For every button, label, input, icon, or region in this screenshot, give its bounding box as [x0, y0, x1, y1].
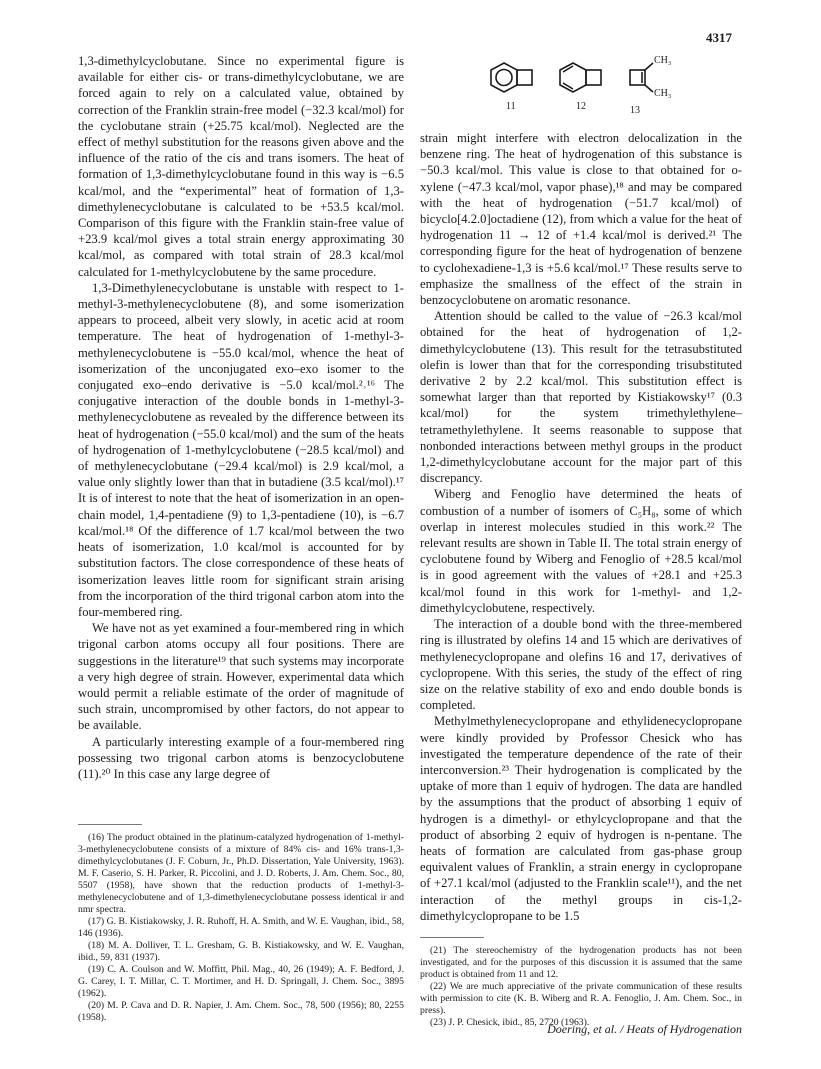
- footnote-18: (18) M. A. Dolliver, T. L. Gresham, G. B. Kistiakowsky, and W. E. Vaughan, ibid., 59, 831 (1937).: [78, 940, 404, 963]
- footnote-divider-left: [78, 824, 142, 825]
- footnote-21: (21) The stereochemistry of the hydrogenation products has not been investigated, and for the purposes of this discussion it is assumed that the same product is obtained from 11 and 12.: [420, 945, 742, 980]
- methyl-label-top: CH₃: [654, 55, 672, 66]
- body-paragraph: 1,3-dimethylcyclobutane. Since no experimental figure is available for either cis- or trans-dimethylcyclobutane, we are forced again to rely on a calculated value, obtained by correction of the Franklin strain-free model (−32.3 kcal/mol) for the cyclobutane strain (+25.75 kcal/mol). Neglected are the effect of methyl substitution for the reasons given above and the influence of the ratio of the cis and trans isomers. The heat of formation of 1,3-dimethylcyclobutane found in this way is −6.5 kcal/mol, and the “experimental” heat of formation of 1,3-dimethylenecyclobutane is calculated to be +53.5 kcal/mol. Comparison of this figure with the Franklin stain-free value of +23.9 kcal/mol gives a total strain energy approximating 30 kcal/mol, as compared with total strain of 28.3 kcal/mol calculated for 1-methylcyclobutene by the same procedure.: [78, 54, 404, 279]
- footnotes-right: [420, 945, 742, 1029]
- left-body-column: [78, 53, 404, 782]
- running-footer: Doering, et al. / Heats of Hydrogenation: [547, 1022, 742, 1036]
- body-paragraph: The interaction of a double bond with the three-membered ring is illustrated by olefins 14 and 15 which are derivatives of methylenecyclopropane and olefins 16 and 17, derivatives of cyclopropene. With this series, the study of the effect of ring size on the relative stability of exo and endo double bonds is completed.: [420, 617, 742, 713]
- body-paragraph: Methylmethylenecyclopropane and ethylidenecyclopropane were kindly provided by Professor Chesick who has investigated the temperature dependence of the rate of their interconversion.²³ Their hydrogenation is complicated by the uptake of more than 1 equiv of hydrogen. The data are handled by the assumptions that the product of absorbing 1 equiv of hydrogen is a dimethyl- or ethylcyclopropane and that the product of absorbing 2 equiv of hydrogen is n-pentane. The heats of formation are calculated from gas-phase group equivalent values of Franklin, a strain energy in cyclopropane of +27.1 kcal/mol (adjusted to the Franklin scale¹¹), and the net interaction of the methyl groups in cis-1,2-dimethylcyclopropane to be 1.5: [420, 714, 742, 923]
- footnote-17: (17) G. B. Kistiakowsky, J. R. Ruhoff, H. A. Smith, and W. E. Vaughan, ibid., 58, 146 (1936).: [78, 916, 404, 939]
- compound-label-12: 12: [576, 101, 586, 112]
- compound-label-13: 13: [630, 105, 640, 116]
- footnote-16: (16) The product obtained in the platinum-catalyzed hydrogenation of 1-methyl-3-methylenecyclobutene consists of a mixture of 84% cis- and 16% trans-1,3-dimethylcyclobutanes (J. F. Coburn, Jr., Ph.D. Dissertation, Yale University, 1963). M. F. Caserio, S. H. Parker, R. Piccolini, and J. D. Roberts, J. Am. Chem. Soc., 80, 5507 (1958), have shown that the reduction products of 1-methyl-3-methylenecyclobutene and of 1,3-dimethylenecyclobutane possess identical ir and nmr spectra.: [78, 832, 404, 915]
- body-paragraph: We have not as yet examined a four-membered ring in which trigonal carbon atoms occupy all four positions. There are suggestions in the literature¹⁹ that such systems may incorporate a very high degree of strain. However, experimental data which would permit a reliable estimate of the order of magnitude of such strain, uncompromised by other factors, do not appear to be available.: [78, 621, 404, 733]
- footnote-22: (22) We are much appreciative of the private communication of these results with permission to cite (K. B. Wiberg and R. A. Fenoglio, J. Am. Chem. Soc., in press).: [420, 981, 742, 1016]
- structure-12-bicyclooctadiene: [560, 63, 601, 92]
- body-paragraph: Attention should be called to the value of −26.3 kcal/mol obtained for the heat of hydrogenation of 1,2-dimethylcyclobutene (13). This result for the tetrasubstituted olefin is lower than that for the corresponding trisubstituted derivative 2 by 2.2 kcal/mol. This substitution effect is somewhat larger than that reported by Kistiakowsky¹⁷ (0.3 kcal/mol) for the system trimethylethylene–tetramethylethylene. It seems reasonable to suppose that nonbonded interactions between methyl groups in the product 1,2-dimethylcyclobutane account for the major part of this discrepancy.: [420, 309, 742, 486]
- footnote-19: (19) C. A. Coulson and W. Moffitt, Phil. Mag., 40, 26 (1949); A. F. Bedford, J. G. Carey, I. T. Millar, C. T. Mortimer, and H. D. Springall, J. Chem. Soc., 3895 (1962).: [78, 964, 404, 999]
- methyl-label-bottom: CH₃: [654, 88, 672, 99]
- structure-drawings: [490, 55, 710, 123]
- structure-11-benzocyclobutene: [491, 63, 532, 92]
- footnote-23: (23) J. P. Chesick, ibid., 85, 2720 (1963).: [430, 1017, 590, 1028]
- footnote-20: (20) M. P. Cava and D. R. Napier, J. Am. Chem. Soc., 78, 500 (1956); 80, 2255 (1958).: [78, 1000, 404, 1023]
- body-paragraph: 1,3-Dimethylenecyclobutane is unstable with respect to 1-methyl-3-methylenecyclobutene (8), and some isomerization appears to proceed, albeit very slowly, in acetic acid at room temperature. The heat of hydrogenation of 1-methyl-3-methylenecyclobutene is −55.0 kcal/mol, whence the heat of isomerization of the unconjugated exo–exo isomer to the conjugated exo–endo derivative is −5.0 kcal/mol.²˒¹⁶ The conjugative interaction of the double bonds in 1-methyl-3-methylenecyclobutene as revealed by the difference between its heat of hydrogenation (−55.0 kcal/mol) and the sum of the heats of hydrogenation of 1-methylcyclobutene (−28.5 kcal/mol) and of methylenecyclobutane (−29.4 kcal/mol) is 2.9 kcal/mol, a value only slightly lower than that in butadiene (3.5 kcal/mol).¹⁷ It is of interest to note that the heat of isomerization in an open-chain model, 1,4-pentadiene (9) to 1,3-pentadiene (10), is −6.7 kcal/mol.¹⁸ Of the difference of 1.7 kcal/mol between the two heats of isomerization, 1.0 kcal/mol is accounted for by substitution factors. The close correspondence of these heats of isomerization leaves little room for significant strain arising from the incorporation of the third trigonal carbon atom into the four-membered ring.: [78, 280, 404, 619]
- compound-label-11: 11: [506, 101, 516, 112]
- footnotes-left: [78, 832, 404, 1024]
- body-paragraph: A particularly interesting example of a four-membered ring possessing two trigonal carbon atoms is benzocyclobutene (11).²⁰ In this case any large degree of: [78, 734, 404, 781]
- chemical-structures-figure: [490, 55, 710, 123]
- body-paragraph: Wiberg and Fenoglio have determined the heats of combustion of a number of isomers of C₅H₈, some of which overlap in interest molecules studied in this work.²² The relevant results are shown in Table II. The total strain energy of cyclobutene found by Wiberg and Fenoglio of +28.5 kcal/mol is in good agreement with the values of +28.1 and +25.3 kcal/mol found in this work for 1-methyl- and 1,2-dimethylcyclobutene, respectively.: [420, 487, 742, 615]
- page-number: 4317: [706, 30, 732, 45]
- structure-13-dimethylcyclobutene: [630, 63, 653, 92]
- body-paragraph: strain might interfere with electron delocalization in the benzene ring. The heat of hydrogenation of this substance is −50.3 kcal/mol. This value is close to that obtained for o-xylene (−47.3 kcal/mol, vapor phase),¹⁸ and may be compared with the heat of hydrogenation (−51.7 kcal/mol) of bicyclo[4.2.0]octadiene (12), from which a value for the heat of hydrogenation 11 → 12 of +1.4 kcal/mol is derived.²¹ The corresponding figure for the heat of hydrogenation of benzene to cyclohexadiene-1,3 is +5.6 kcal/mol.¹⁷ These results serve to emphasize the smallness of the effect of the strain in benzocyclobutene on aromatic resonance.: [420, 131, 742, 308]
- right-body-column: [420, 130, 742, 924]
- footnote-divider-right: [420, 937, 484, 938]
